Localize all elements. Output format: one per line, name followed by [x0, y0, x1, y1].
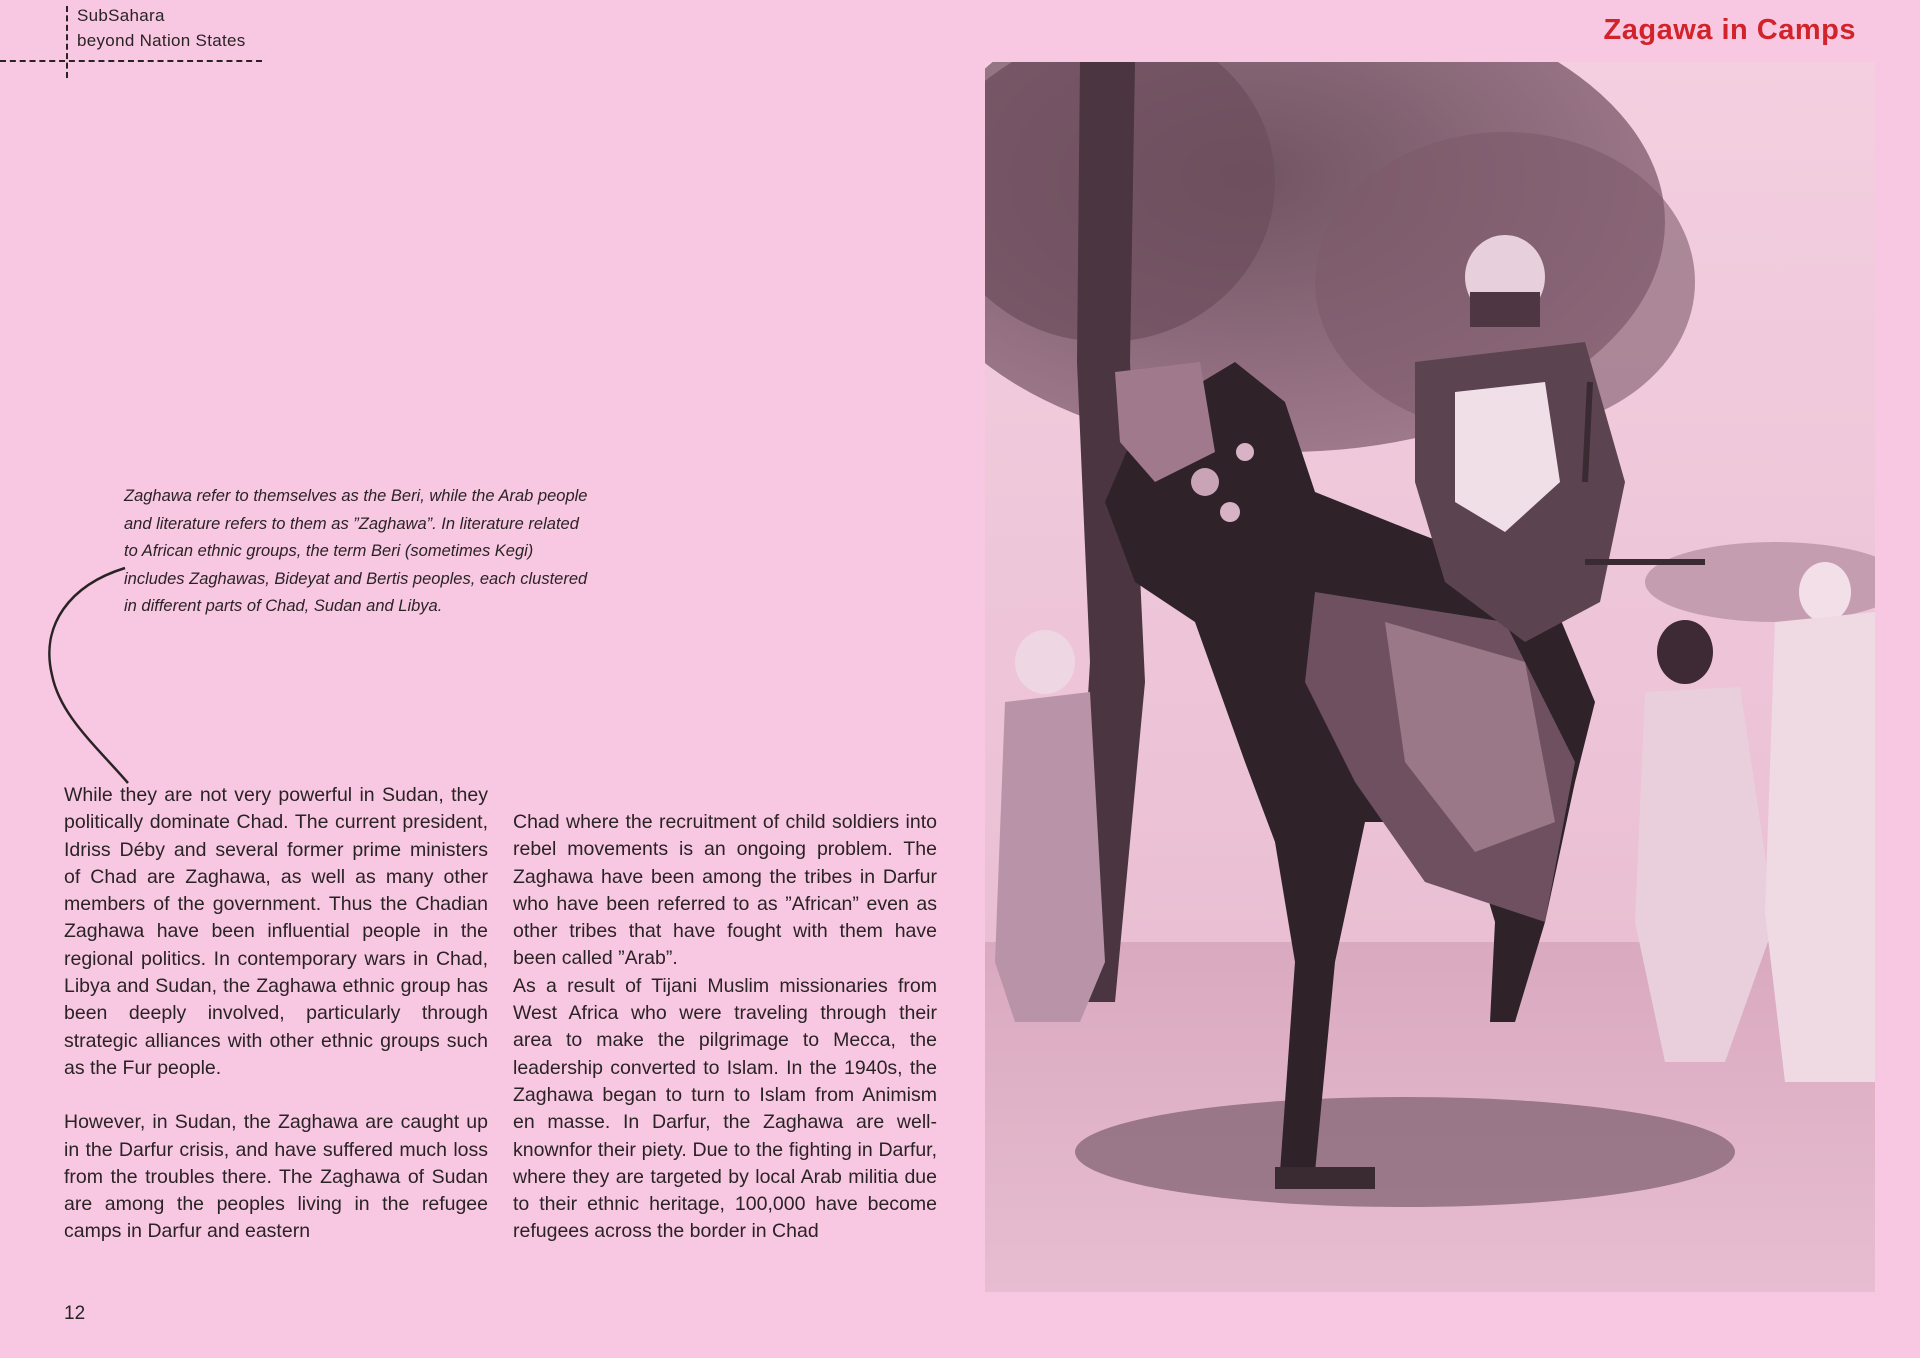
photo-illustration [985, 62, 1875, 1292]
paragraph-chad-politics: While they are not very powerful in Sudan, they politically dominate Chad. The current president, Idriss Déby and several former prime ministers of Chad are Zaghawa, as well as many other members of the government. Thus the Chadian Zaghawa have been influential people in the regional politics. In contemporary wars in Chad, Libya and Sudan, the Zaghawa ethnic group has been deeply involved, particularly through strategic alliances with other ethnic groups such as the Fur people. [64, 784, 488, 1079]
section-title: Zagawa in Camps [1603, 14, 1856, 46]
paragraph-child-soldiers: Chad where the recruitment of child soldiers into rebel movements is an ongoing problem. The Zaghawa have been among the tribes in Darfur who have been referred to as ”African” even as other tribes that have fought with them have been called ”Arab”. [513, 811, 937, 970]
italic-side-note: Zaghawa refer to themselves as the Beri, while the Arab people and literature refers to them as ”Zaghawa”. In literature related to African ethnic groups, the term Beri (sometimes Kegi) includes Zaghawas, Bideyat and Bertis peoples, each clustered in different parts of Chad, Sudan and Libya. [124, 487, 588, 615]
paragraph-islam-refugees: As a result of Tijani Muslim missionaries from West Africa who were traveling through their area to make the pilgrimage to Mecca, the leadership converted to Islam. In the 1940s, the Zaghawa began to turn to Islam from Animism en masse. In Darfur, the Zaghawa are well-knownfor their piety. Due to the fighting in Darfur, where they are targeted by local Arab militia due to their ethnic heritage, 100,000 have become refugees across the border in Chad [513, 974, 937, 1243]
page-number: 12 [64, 1303, 86, 1324]
side-note-connector-curve [40, 565, 180, 790]
text-column-left [64, 782, 488, 1246]
header-vertical-dashed-line [66, 6, 68, 78]
header-publication-title: SubSahara [77, 6, 165, 25]
running-header [0, 0, 270, 80]
archival-photo-rider-on-horse [985, 62, 1875, 1292]
paragraph-darfur-crisis: However, in Sudan, the Zaghawa are caught up in the Darfur crisis, and have suffered much loss from the troubles there. The Zaghawa of Sudan are among the peoples living in the refugee camps in Darfur and eastern [64, 1111, 488, 1243]
header-horizontal-dashed-line [0, 60, 262, 62]
text-column-right [513, 809, 937, 1246]
header-publication-subtitle: beyond Nation States [77, 31, 246, 50]
